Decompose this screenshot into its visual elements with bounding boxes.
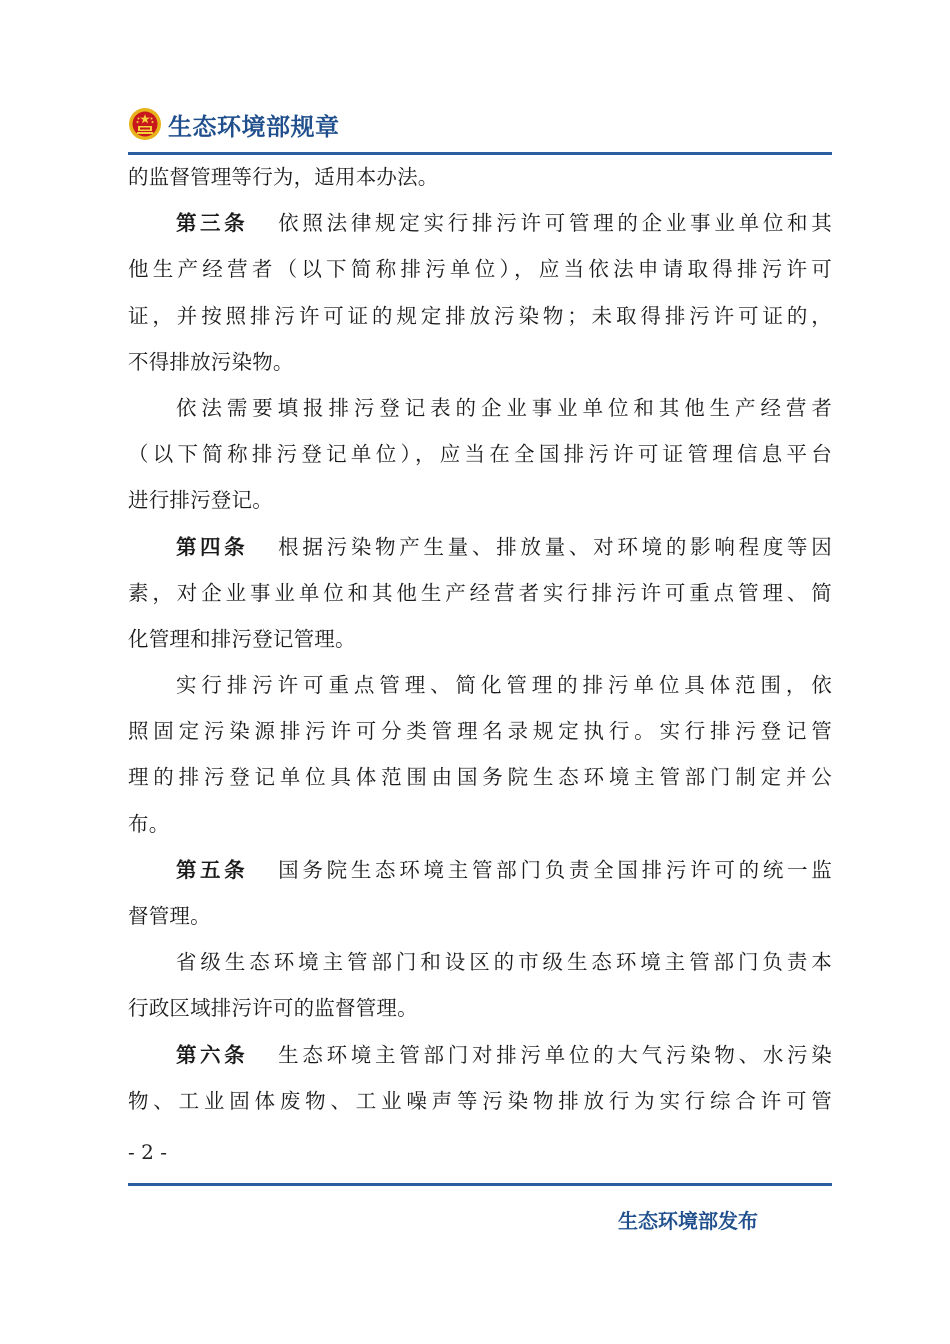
article-heading: 第六条 — [176, 1042, 249, 1067]
article-heading: 第三条 — [176, 211, 249, 236]
line-text: 理的排污登记单位具体范围由国务院生态环境主管部门制定并公 — [128, 765, 832, 790]
text-line — [128, 293, 832, 339]
line-text: 素，对企业事业单位和其他生产经营者实行排污许可重点管理、简 — [128, 580, 832, 605]
line-text: 进行排污登记。 — [128, 488, 273, 513]
line-text: 督管理。 — [128, 904, 211, 928]
header-title: 生态环境部规章 — [168, 112, 340, 141]
footer-divider — [128, 1183, 832, 1186]
line-text: 化管理和排污登记管理。 — [128, 626, 356, 651]
text-line — [128, 570, 832, 616]
text-line — [128, 893, 832, 939]
document-body — [128, 154, 832, 1124]
text-line — [128, 985, 832, 1031]
line-text: 行政区域排污许可的监督管理。 — [128, 996, 418, 1021]
text-line — [128, 708, 832, 754]
text-line — [128, 200, 832, 246]
text-line — [128, 847, 832, 893]
text-line — [128, 477, 832, 523]
line-text: 依法需要填报排污登记表的企业事业单位和其他生产经营者 — [176, 395, 832, 420]
line-text: 省级生态环境主管部门和设区的市级生态环境主管部门负责本 — [176, 950, 832, 975]
article-heading: 第五条 — [176, 857, 249, 882]
line-text: 照固定污染源排污许可分类管理名录规定执行。实行排污登记管 — [128, 719, 832, 744]
line-text: 根据污染物产生量、排放量、对环境的影响程度等因 — [278, 534, 832, 559]
line-text: 布。 — [128, 811, 170, 836]
page-header — [128, 102, 340, 146]
line-text: 的监督管理等行为，适用本办法。 — [128, 165, 439, 189]
line-text: 他生产经营者（以下简称排污单位），应当依法申请取得排污许可 — [128, 257, 832, 282]
text-line — [128, 246, 832, 292]
text-line — [128, 1032, 832, 1078]
text-line — [128, 339, 832, 385]
footer-publisher: 生态环境部发布 — [618, 1209, 758, 1233]
line-text: 不得排放污染物。 — [128, 349, 294, 374]
line-text: 实行排污许可重点管理、简化管理的排污单位具体范围，依 — [176, 673, 832, 698]
text-line — [128, 801, 832, 847]
line-text: 证，并按照排污许可证的规定排放污染物；未取得排污许可证的， — [128, 303, 832, 328]
article-heading: 第四条 — [176, 534, 249, 559]
line-text: 依照法律规定实行排污许可管理的企业事业单位和其 — [278, 211, 832, 236]
text-line — [128, 385, 832, 431]
line-text: （以下简称排污登记单位），应当在全国排污许可证管理信息平台 — [128, 442, 832, 467]
national-emblem-icon — [128, 107, 162, 141]
line-text: 物、工业固体废物、工业噪声等污染物排放行为实行综合许可管 — [128, 1088, 832, 1113]
text-line — [128, 616, 832, 662]
text-line — [128, 154, 832, 200]
text-line — [128, 1078, 832, 1124]
text-line — [128, 524, 832, 570]
text-line — [128, 939, 832, 985]
page-number: - 2 - — [128, 1140, 167, 1164]
line-text: 生态环境主管部门对排污单位的大气污染物、水污染 — [278, 1042, 832, 1067]
text-line — [128, 754, 832, 800]
text-line — [128, 431, 832, 477]
line-text: 国务院生态环境主管部门负责全国排污许可的统一监 — [278, 857, 832, 882]
text-line — [128, 662, 832, 708]
